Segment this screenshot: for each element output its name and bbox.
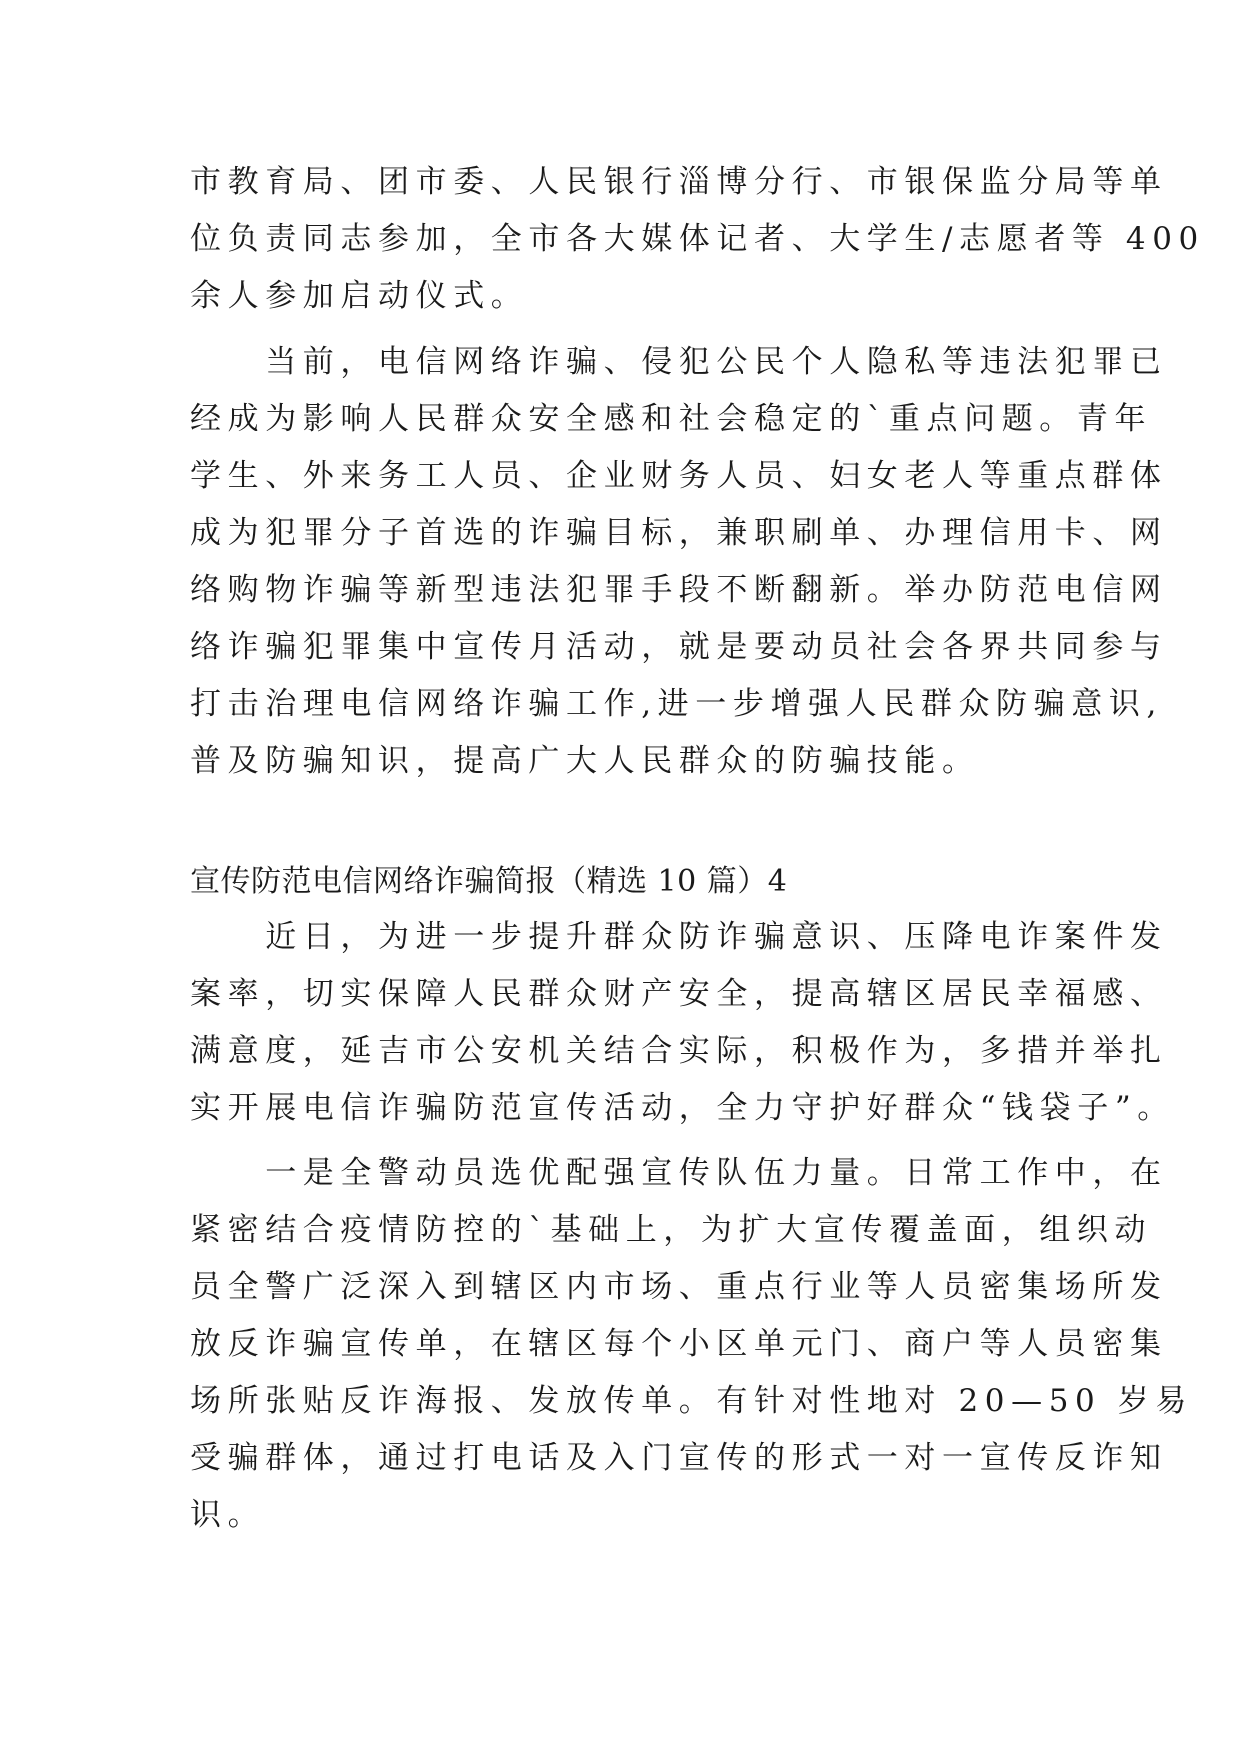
text-line: 受骗群体，通过打电话及入门宣传的形式一对一宣传反诈知	[190, 1440, 1168, 1476]
text-line: 学生、外来务工人员、企业财务人员、妇女老人等重点群体	[190, 458, 1168, 494]
section-heading: 宣传防范电信网络诈骗简报（精选 10 篇）4	[190, 864, 788, 899]
text-line: 余人参加启动仪式。	[190, 278, 529, 314]
text-line: 络诈骗犯罪集中宣传月活动，就是要动员社会各界共同参与	[190, 629, 1168, 665]
text-line: 成为犯罪分子首选的诈骗目标，兼职刷单、办理信用卡、网	[190, 515, 1168, 551]
text-line: 市教育局、团市委、人民银行淄博分行、市银保监分局等单	[190, 164, 1168, 200]
text-line: 普及防骗知识，提高广大人民群众的防骗技能。	[190, 743, 980, 779]
text-line: 识。	[190, 1497, 266, 1533]
text-line: 当前，电信网络诈骗、侵犯公民个人隐私等违法犯罪已	[190, 344, 1168, 380]
text-line: 案率，切实保障人民群众财产安全，提高辖区居民幸福感、	[190, 976, 1168, 1012]
text-line: 实开展电信诈骗防范宣传活动，全力守护好群众“钱袋子”。	[190, 1090, 1175, 1126]
text-line: 放反诈骗宣传单，在辖区每个小区单元门、商户等人员密集	[190, 1326, 1168, 1362]
text-line: 位负责同志参加，全市各大媒体记者、大学生/志愿者等 400	[190, 221, 1205, 257]
text-line: 员全警广泛深入到辖区内市场、重点行业等人员密集场所发	[190, 1269, 1168, 1305]
text-line: 近日，为进一步提升群众防诈骗意识、压降电诈案件发	[190, 919, 1168, 955]
text-line: 络购物诈骗等新型违法犯罪手段不断翻新。举办防范电信网	[190, 572, 1168, 608]
text-line: 场所张贴反诈海报、发放传单。有针对性地对 20—50 岁易	[190, 1383, 1193, 1419]
text-line: 一是全警动员选优配强宣传队伍力量。日常工作中，在	[190, 1155, 1168, 1191]
text-line: 打击治理电信网络诈骗工作,进一步增强人民群众防骗意识,	[190, 686, 1163, 722]
text-line: 满意度，延吉市公安机关结合实际，积极作为，多措并举扎	[190, 1033, 1168, 1069]
text-line: 紧密结合疫情防控的`基础上，为扩大宣传覆盖面，组织动	[190, 1212, 1153, 1248]
text-line: 经成为影响人民群众安全感和社会稳定的`重点问题。青年	[190, 401, 1153, 437]
